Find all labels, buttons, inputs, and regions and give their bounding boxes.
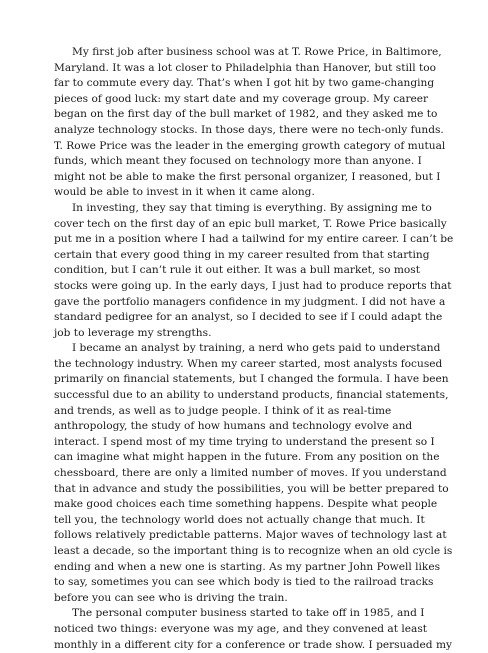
text-line: cover tech on the first day of an epic bull market, T. Rowe Price basically [54, 217, 447, 230]
text-line: make good choices each time something happens. Despite what people [54, 498, 438, 511]
text-line: monthly in a different city for a conference or trade show. I persuaded my [54, 638, 452, 651]
text-line: pieces of good luck: my start date and my coverage group. My career [54, 92, 429, 105]
text-line: stocks were going up. In the early days, I just had to produce reports that [54, 279, 452, 292]
text-line: chessboard, there are only a limited number of moves. If you understand [54, 467, 447, 480]
text-line: primarily on financial statements, but I changed the formula. I have been [54, 373, 449, 386]
text-line: follows relatively predictable patterns. Major waves of technology last at [54, 529, 447, 542]
text-line: interact. I spend most of my time trying to understand the present so I [54, 435, 435, 448]
text-line: analyze technology stocks. In those days, there were no tech-only funds. [54, 123, 444, 136]
text-line: standard pedigree for an analyst, so I decided to see if I could adapt the [54, 311, 443, 324]
text-line: condition, but I can’t rule it out either. It was a bull market, so most [54, 264, 420, 277]
text-line: began on the first day of the bull market of 1982, and they asked me to [54, 108, 438, 121]
text-line: funds, which meant they focused on technology more than anyone. I [54, 155, 422, 168]
body-text [54, 45, 454, 653]
text-line: gave the portfolio managers confidence in my judgment. I did not have a [54, 295, 446, 308]
text-line: might not be able to make the first personal organizer, I reasoned, but I [54, 170, 441, 183]
text-line: job to leverage my strengths. [54, 326, 212, 339]
text-line: ending and when a new one is starting. As my partner John Powell likes [54, 560, 441, 573]
text-line: far to commute every day. That’s when I got hit by two game-changing [54, 77, 435, 90]
text-line: T. Rowe Price was the leader in the emerging growth category of mutual [54, 139, 446, 152]
text-line: would be able to invest in it when it came along. [54, 186, 315, 199]
text-line: put me in a position where I had a tailwind for my entire career. I can’t be [54, 233, 454, 246]
text-line: can imagine what might happen in the future. From any position on the [54, 451, 440, 464]
text-line: anthropology, the study of how humans and technology evolve and [54, 420, 413, 433]
text-line: that in advance and study the possibilities, you will be better prepared to [54, 482, 449, 495]
text-line: noticed two things: everyone was my age, and they convened at least [54, 622, 428, 635]
text-line: successful due to an ability to understand products, financial statements, [54, 389, 449, 402]
paragraph-first-line: My first job after business school was at T. Rowe Price, in Baltimore, [72, 46, 442, 58]
paragraph-first-line: The personal computer business started to take off in 1985, and I [72, 607, 425, 620]
text-line: tell you, the technology world does not actually change that much. It [54, 513, 425, 526]
text-line: before you can see who is driving the train. [54, 591, 288, 604]
text-line: to say, sometimes you can see which body is tied to the railroad tracks [54, 576, 434, 589]
text-line: Maryland. It was a lot closer to Philadelphia than Hanover, but still too [54, 61, 437, 74]
text-line: least a decade, so the important thing is to recognize when an old cycle is [54, 545, 453, 557]
text-line: certain that every good thing in my career resulted from that starting [54, 248, 430, 261]
text-line: the technology industry. When my career started, most analysts focused [54, 357, 443, 370]
paragraph-first-line: I became an analyst by training, a nerd who gets paid to understand [72, 342, 441, 355]
paragraph-first-line: In investing, they say that timing is everything. By assigning me to [72, 201, 432, 214]
text-line: and trends, as well as to judge people. I think of it as real-time [54, 404, 392, 417]
